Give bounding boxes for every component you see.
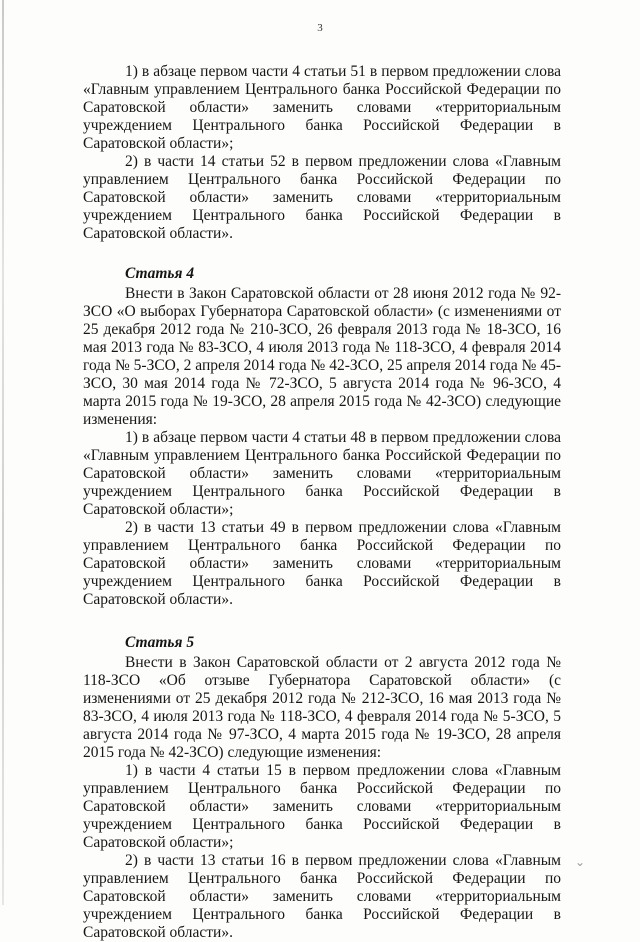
item-paragraph: 1) в части 4 статьи 15 в первом предложении слова «Главным управлением Центрального банка Российской Федерации по Саратовской области» заменить словами «территориальным учреждением Центрального банка Российской Федерации в Саратовской области»;: [83, 762, 561, 851]
item-paragraph: 1) в абзаце первом части 4 статьи 51 в первом предложении слова «Главным управлением Центрального банка Российской Федерации по Саратовской области» заменить словами «территориальным учреждением Центрального банка Российской Федерации в Саратовской области»;: [83, 63, 561, 152]
item-paragraph: 2) в части 13 статьи 49 в первом предложении слова «Главным управлением Центрального банка Российской Федерации по Саратовской области» заменить словами «территориальным учреждением Центрального банка Российской Федерации в Саратовской области».: [83, 519, 561, 608]
item-paragraph: 2) в части 14 статьи 52 в первом предложении слова «Главным управлением Центрального банка Российской Федерации по Саратовской области» заменить словами «территориальным учреждением Центрального банка Российской Федерации в Саратовской области».: [83, 153, 561, 242]
article-4-intro: Внести в Закон Саратовской области от 28 июня 2012 года № 92-ЗСО «О выборах Губернатора Саратовской области» (с изменениями от 25 декабря 2012 года № 210-ЗСО, 26 февраля 2013 года № 18-ЗСО, 16 мая 2013 года № 83-ЗСО, 4 июля 2013 года № 118-ЗСО, 4 февраля 2014 года № 5-ЗСО, 2 апреля 2014 года № 42-ЗСО, 25 апреля 2014 года № 45-ЗСО, 30 мая 2014 года № 72-ЗСО, 5 августа 2014 года № 96-ЗСО, 4 марта 2015 года № 19-ЗСО, 28 апреля 2015 года № 42-ЗСО) следующие изменения:: [83, 285, 561, 428]
article-4-heading: Статья 4: [125, 265, 195, 282]
item-paragraph: 2) в части 13 статьи 16 в первом предложении слова «Главным управлением Центрального банка Российской Федерации по Саратовской области» заменить словами «территориальным учреждением Центрального банка Российской Федерации в Саратовской области».: [83, 852, 561, 941]
item-paragraph: 1) в абзаце первом части 4 статьи 48 в первом предложении слова «Главным управлением Центрального банка Российской Федерации по Саратовской области» заменить словами «территориальным учреждением Центрального банка Российской Федерации в Саратовской области»;: [83, 429, 561, 518]
scan-edge: [2, 0, 4, 905]
page-number: 3: [317, 22, 323, 34]
article-5-heading: Статья 5: [125, 634, 195, 651]
article-5-intro: Внести в Закон Саратовской области от 2 августа 2012 года № 118-ЗСО «Об отзыве Губернатора Саратовской области» (с изменениями от 25 декабря 2012 года № 212-ЗСО, 16 мая 2013 года № 83-ЗСО, 4 июля 2013 года № 118-ЗСО, 4 февраля 2014 года № 5-ЗСО, 5 августа 2014 года № 97-ЗСО, 4 марта 2015 года № 19-ЗСО, 28 апреля 2015 года № 42-ЗСО) следующие изменения:: [83, 654, 561, 761]
document-body: [83, 63, 561, 942]
scan-mark: ⌄: [575, 855, 586, 869]
